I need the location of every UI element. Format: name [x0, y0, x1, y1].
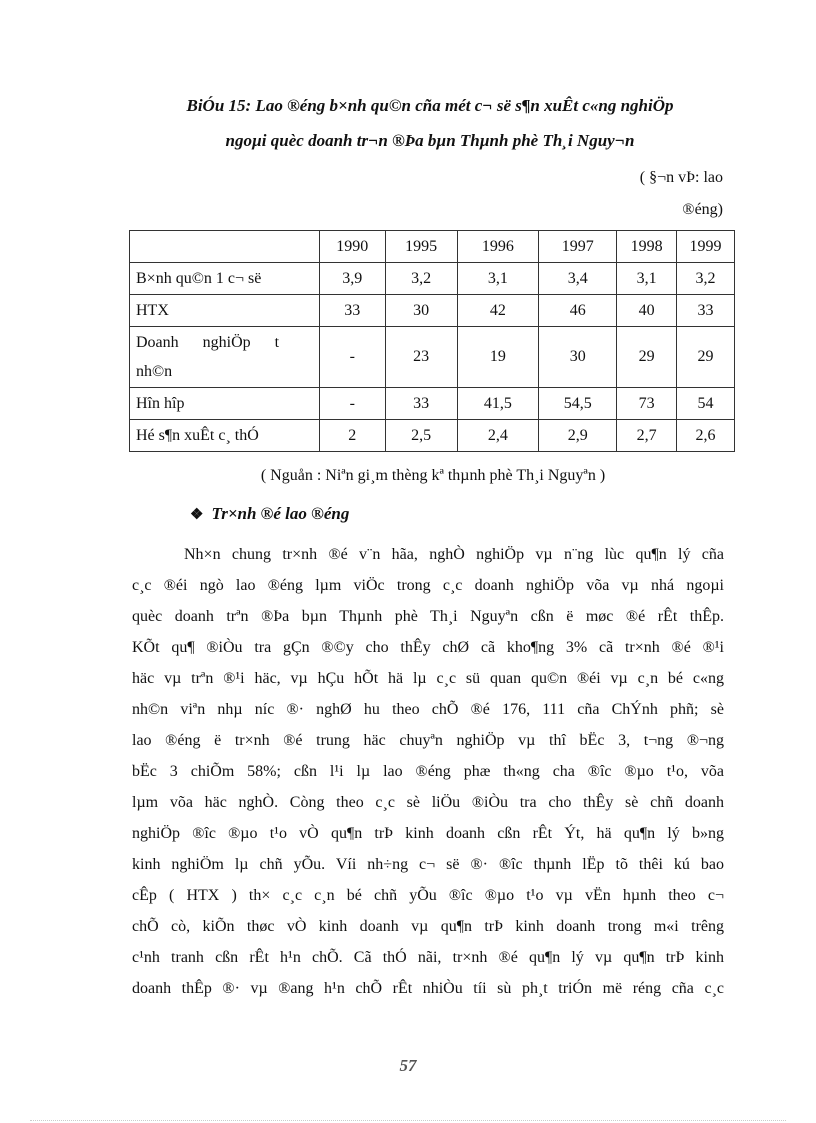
paragraph-line: kinh nghiÖm lµ chñ yÕu. Víi nh÷ng c¬ së ®· ®îc thµnh lËp tõ thêi kú bao — [132, 856, 724, 873]
table-cell: 2,9 — [539, 420, 617, 452]
table-cell: - — [319, 327, 385, 388]
page-number: 57 — [399, 1056, 417, 1075]
table-cell: 2,6 — [677, 420, 735, 452]
paragraph-line: Nh×n chung tr×nh ®é v¨n hãa, nghÒ nghiÖp vµ n¨ng lùc qu¶n lý cña — [184, 546, 724, 563]
table-cell: 3,1 — [617, 263, 677, 295]
paragraph-line: häc vµ trªn ®¹i häc, vµ hÇu hÕt hä lµ c¸c sü quan qu©n ®éi vµ c¸n bé c«ng — [132, 670, 724, 687]
table-cell: 23 — [385, 327, 457, 388]
table-header-row — [130, 231, 735, 263]
table-cell: 33 — [319, 295, 385, 327]
header-cell — [130, 231, 320, 263]
paragraph-line: bËc 3 chiÕm 58%; cßn l¹i lµ lao ®éng phæ th«ng cha ®îc ®µo t¹o, võa — [132, 763, 724, 780]
paragraph-line: c¸c ®éi ngò lao ®éng lµm viÖc trong c¸c doanh nghiÖp võa vµ nhá ngoµi — [132, 577, 724, 594]
row-label: Hé s¶n xuÊt c¸ thÓ — [130, 420, 320, 452]
header-cell: 1999 — [677, 231, 735, 263]
table-cell: 33 — [385, 388, 457, 420]
labor-statistics-table — [129, 230, 735, 452]
row-label: B×nh qu©n 1 c¬ së — [130, 263, 320, 295]
paragraph-line: cÊp ( HTX ) th× c¸c c¸n bé chñ yÕu ®îc ®µo t¹o vµ vËn hµnh theo c¬ — [132, 887, 724, 904]
header-cell: 1990 — [319, 231, 385, 263]
table-row — [130, 388, 735, 420]
paragraph-line: doanh thÊp ®· vµ ®ang h¹n chÕ rÊt nhiÒu tíi sù ph¸t triÓn më réng cña c¸c — [132, 980, 724, 997]
table-cell: 3,9 — [319, 263, 385, 295]
table-cell: 2,5 — [385, 420, 457, 452]
row-label-line-1: Doanh nghiÖp t — [136, 334, 280, 351]
table-cell: 41,5 — [457, 388, 539, 420]
table-source-note: ( Nguån : Niªn gi¸m thèng kª thµnh phè Th¸i Nguyªn ) — [260, 467, 606, 484]
table-title-line-1: BiÓu 15: Lao ®éng b×nh qu©n cña mét c¬ së s¶n xuÊt c«ng nghiÖp — [186, 96, 674, 115]
table-cell: 2 — [319, 420, 385, 452]
paragraph-line: quèc doanh trªn ®Þa bµn Thµnh phè Th¸i Nguyªn cßn ë møc ®é rÊt thÊp. — [132, 608, 724, 625]
header-cell: 1995 — [385, 231, 457, 263]
paragraph-line: nh©n viªn nhµ níc ®· nghØ hu theo chÕ ®é 176, 111 cña ChÝnh phñ; sè — [132, 701, 724, 718]
table-cell: 73 — [617, 388, 677, 420]
table-cell: 3,2 — [385, 263, 457, 295]
table-cell: 29 — [677, 327, 735, 388]
paragraph-line: nghiÖp ®îc ®µo t¹o vÒ qu¶n trÞ kinh doanh cßn rÊt Ýt, hä qu¶n lý b»ng — [132, 825, 724, 842]
footer-divider — [30, 1120, 786, 1121]
row-label-line-2: nh©n — [136, 363, 173, 380]
unit-note-line-1: ( §¬n vÞ: lao — [639, 169, 723, 186]
header-cell: 1997 — [539, 231, 617, 263]
table-cell: - — [319, 388, 385, 420]
table-cell: 54 — [677, 388, 735, 420]
table-cell: 30 — [539, 327, 617, 388]
section-heading — [190, 503, 349, 526]
header-cell: 1998 — [617, 231, 677, 263]
header-cell: 1996 — [457, 231, 539, 263]
row-label: Hîn hîp — [130, 388, 320, 420]
diamond-bullet-icon: ❖ — [190, 507, 204, 523]
table-cell: 3,1 — [457, 263, 539, 295]
table-cell: 3,2 — [677, 263, 735, 295]
unit-note-line-2: ®éng) — [682, 201, 723, 218]
table-cell: 2,7 — [617, 420, 677, 452]
table-cell: 2,4 — [457, 420, 539, 452]
table-cell: 3,4 — [539, 263, 617, 295]
table-cell: 54,5 — [539, 388, 617, 420]
table-cell: 33 — [677, 295, 735, 327]
row-label: HTX — [130, 295, 320, 327]
paragraph-line: lµm võa häc nghÒ. Còng theo c¸c sè liÖu ®iÒu tra cho thÊy sè chñ doanh — [132, 794, 724, 811]
row-label — [130, 327, 320, 388]
paragraph-line: c¹nh tranh cßn rÊt h¹n chÕ. Cã thÓ nãi, tr×nh ®é qu¶n lý vµ qu¶n trÞ kinh — [132, 949, 724, 966]
table-cell: 46 — [539, 295, 617, 327]
table-row — [130, 263, 735, 295]
table-cell: 40 — [617, 295, 677, 327]
table-row — [130, 327, 735, 388]
section-heading-text: Tr×nh ®é lao ®éng — [211, 504, 350, 523]
table-cell: 29 — [617, 327, 677, 388]
paragraph-line: lao ®éng ë tr×nh ®é trung häc chuyªn nghiÖp vµ thî bËc 3, t¬ng ®¬ng — [132, 732, 724, 749]
table-cell: 30 — [385, 295, 457, 327]
paragraph-line: chÕ cò, kiÕn thøc vÒ kinh doanh vµ qu¶n trÞ kinh doanh trong m«i trêng — [132, 918, 724, 935]
body-paragraph — [132, 539, 724, 1004]
table-cell: 42 — [457, 295, 539, 327]
paragraph-line: KÕt qu¶ ®iÒu tra gÇn ®©y cho thÊy chØ cã kho¶ng 3% cã tr×nh ®é ®¹i — [132, 639, 724, 656]
table-row — [130, 420, 735, 452]
table-row — [130, 295, 735, 327]
table-cell: 19 — [457, 327, 539, 388]
table-title-line-2: ngoµi quèc doanh tr¬n ®Þa bµn Thµnh phè Th¸i Nguy¬n — [225, 131, 635, 150]
